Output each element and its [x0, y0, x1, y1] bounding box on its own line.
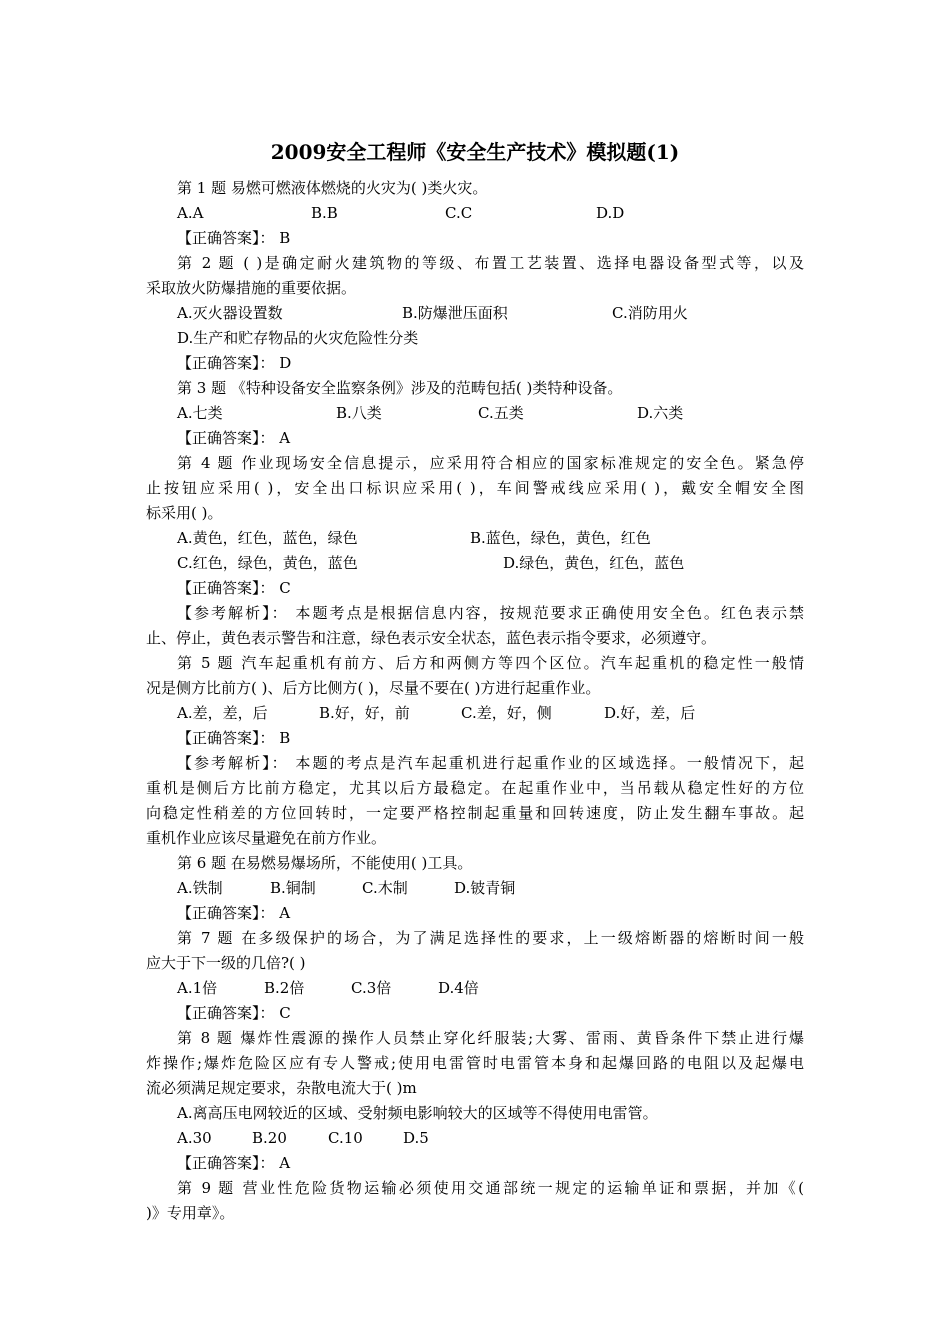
q2-answer: 【正确答案】： D [177, 354, 292, 372]
q3-answer: 【正确答案】： A [177, 429, 291, 447]
q6-option-d: D.铍青铜 [454, 879, 516, 897]
q4-stem-line1: 第 4 题 作业现场安全信息提示，应采用符合相应的国家标准规定的安全色。紧急停 [177, 454, 804, 472]
q5-option-b: B.好，好，前 [319, 704, 410, 722]
q2-option-b: B.防爆泄压面积 [402, 304, 508, 322]
q3-stem: 第 3 题 《特种设备安全监察条例》涉及的范畴包括( )类特种设备。 [177, 379, 623, 397]
q4-analysis-line2: 止、停止，黄色表示警告和注意，绿色表示安全状态，蓝色表示指令要求，必须遵守。 [146, 629, 717, 647]
q4-option-b: B.蓝色，绿色，黄色，红色 [470, 529, 651, 547]
q4-option-a: A.黄色，红色，蓝色，绿色 [177, 529, 358, 547]
q4-answer: 【正确答案】： C [177, 579, 291, 597]
q3-option-d: D.六类 [637, 404, 684, 422]
q4-stem-line2: 止按钮应采用( )，安全出口标识应采用( )，车间警戒线应采用( )，戴安全帽安全图 [146, 479, 804, 497]
q4-stem-line3: 标采用( )。 [146, 504, 223, 522]
q6-option-b: B.铜制 [270, 879, 316, 897]
q8-option-d: D.5 [403, 1129, 429, 1147]
q2-stem-line1: 第 2 题 ( )是确定耐火建筑物的等级、布置工艺装置、选择电器设备型式等，以及 [177, 254, 804, 272]
q4-option-d: D.绿色，黄色，红色，蓝色 [503, 554, 685, 572]
q5-option-c: C.差，好，侧 [461, 704, 552, 722]
q1-option-b: B.B [311, 204, 338, 222]
q8-option-b: B.20 [252, 1129, 287, 1147]
q8-stem-line4: A.离高压电网较近的区域、受射频电影响较大的区域等不得使用电雷管。 [177, 1104, 658, 1122]
q6-option-a: A.铁制 [177, 879, 223, 897]
q7-option-c: C.3倍 [351, 979, 392, 997]
q1-option-c: C.C [445, 204, 473, 222]
q1-option-d: D.D [596, 204, 625, 222]
q3-option-c: C.五类 [478, 404, 524, 422]
q2-option-a: A.灭火器设置数 [177, 304, 283, 322]
q5-analysis-line4: 重机作业应该尽量避免在前方作业。 [146, 829, 387, 847]
q7-answer: 【正确答案】： C [177, 1004, 291, 1022]
q1-option-a: A.A [177, 204, 204, 222]
q8-stem-line3: 流必须满足规定要求，杂散电流大于( )m [146, 1079, 417, 1097]
q5-option-d: D.好，差，后 [604, 704, 696, 722]
q4-analysis-line1: 【参考解析】： 本题考点是根据信息内容，按规范要求正确使用安全色。红色表示禁 [177, 604, 804, 622]
q5-analysis-line2: 重机是侧后方比前方稳定，尤其以后方最稳定。在起重作业中，当吊载从稳定性好的方位 [146, 779, 804, 797]
q7-option-d: D.4倍 [438, 979, 479, 997]
q6-option-c: C.木制 [362, 879, 408, 897]
q7-stem-line1: 第 7 题 在多级保护的场合，为了满足选择性的要求，上一级熔断器的熔断时间一般 [177, 929, 804, 947]
q5-stem-line2: 况是侧方比前方( )、后方比侧方( )，尽量不要在( )方进行起重作业。 [146, 679, 601, 697]
q3-option-a: A.七类 [177, 404, 223, 422]
q2-option-d: D.生产和贮存物品的火灾危险性分类 [177, 329, 419, 347]
q8-answer: 【正确答案】： A [177, 1154, 291, 1172]
q5-option-a: A.差，差，后 [177, 704, 268, 722]
document-title: 2009安全工程师《安全生产技术》模拟题(1) [270, 140, 680, 164]
q8-stem-line1: 第 8 题 爆炸性震源的操作人员禁止穿化纤服装;大雾、雷雨、黄昏条件下禁止进行爆 [177, 1029, 804, 1047]
q5-analysis-line1: 【参考解析】： 本题的考点是汽车起重机进行起重作业的区域选择。一般情况下，起 [177, 754, 804, 772]
q8-stem-line2: 炸操作;爆炸危险区应有专人警戒;使用电雷管时电雷管本身和起爆回路的电阻以及起爆电 [146, 1054, 804, 1072]
q7-option-b: B.2倍 [264, 979, 305, 997]
q7-stem-line2: 应大于下一级的几倍?( ) [146, 954, 306, 972]
q1-stem: 第 1 题 易燃可燃液体燃烧的火灾为( )类火灾。 [177, 179, 488, 197]
q6-stem: 第 6 题 在易燃易爆场所，不能使用( )工具。 [177, 854, 473, 872]
q7-option-a: A.1倍 [177, 979, 218, 997]
q2-option-c: C.消防用火 [612, 304, 688, 322]
q8-option-c: C.10 [328, 1129, 363, 1147]
q5-stem-line1: 第 5 题 汽车起重机有前方、后方和两侧方等四个区位。汽车起重机的稳定性一般情 [177, 654, 804, 672]
q9-stem-line1: 第 9 题 营业性危险货物运输必须使用交通部统一规定的运输单证和票据，并加《( [177, 1179, 804, 1197]
q2-stem-line2: 采取放火防爆措施的重要依据。 [146, 279, 357, 297]
q9-stem-line2: )》专用章》。 [146, 1204, 235, 1222]
q8-option-a: A.30 [177, 1129, 212, 1147]
q5-answer: 【正确答案】： B [177, 729, 291, 747]
q4-option-c: C.红色，绿色，黄色，蓝色 [177, 554, 358, 572]
q5-analysis-line3: 向稳定性稍差的方位回转时，一定要严格控制起重量和回转速度，防止发生翻车事故。起 [146, 804, 804, 822]
q6-answer: 【正确答案】： A [177, 904, 291, 922]
q3-option-b: B.八类 [336, 404, 382, 422]
q1-answer: 【正确答案】： B [177, 229, 291, 247]
